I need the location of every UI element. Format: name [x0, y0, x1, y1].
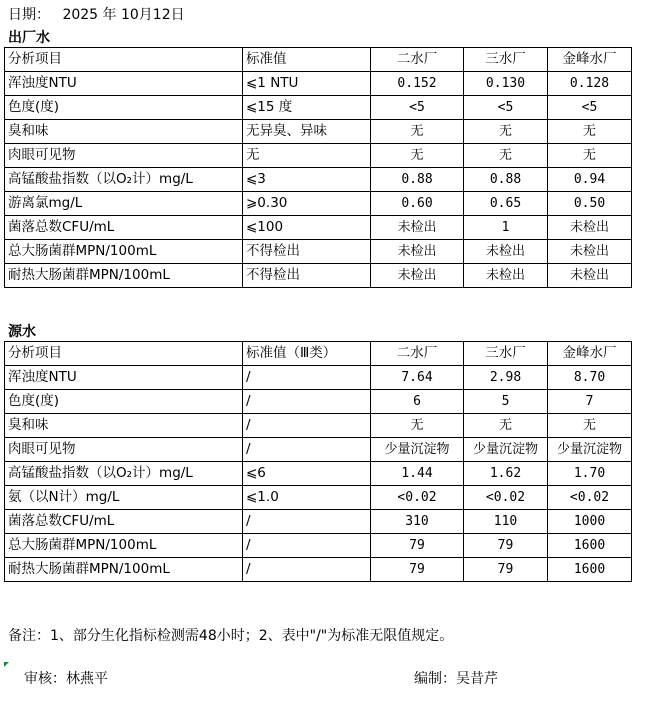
value-cell: 0.65	[464, 192, 548, 216]
value-cell: 79	[464, 534, 548, 558]
value-cell: 未检出	[548, 264, 632, 288]
value-cell: 7.64	[371, 366, 464, 390]
standard-cell: ⩽1 NTU	[243, 72, 371, 96]
value-cell: 少量沉淀物	[464, 438, 548, 462]
item-name-cell: 肉眼可见物	[5, 144, 243, 168]
table-row	[5, 534, 632, 558]
table-row	[5, 510, 632, 534]
table-row	[5, 96, 632, 120]
value-cell: 0.88	[371, 168, 464, 192]
item-name-cell: 高锰酸盐指数（以O₂计）mg/L	[5, 462, 243, 486]
table-row	[5, 438, 632, 462]
value-cell: 1600	[548, 534, 632, 558]
value-cell: 1.62	[464, 462, 548, 486]
value-cell: 2.98	[464, 366, 548, 390]
value-cell: 未检出	[464, 240, 548, 264]
value-cell: 无	[464, 414, 548, 438]
standard-cell: /	[243, 390, 371, 414]
value-cell: <0.02	[371, 486, 464, 510]
value-cell: 未检出	[548, 216, 632, 240]
source-section-title: 源水	[8, 324, 36, 340]
value-cell: 0.128	[548, 72, 632, 96]
value-cell: 未检出	[371, 264, 464, 288]
outlet-water-table	[4, 47, 632, 288]
table-row	[5, 264, 632, 288]
standard-cell: /	[243, 534, 371, 558]
column-header: 标准值（Ⅲ类）	[243, 342, 371, 366]
value-cell: 1600	[548, 558, 632, 582]
value-cell: 8.70	[548, 366, 632, 390]
date-value: 2025 年 10月12日	[62, 7, 185, 23]
value-cell: 1	[464, 216, 548, 240]
table-row	[5, 486, 632, 510]
value-cell: 7	[548, 390, 632, 414]
item-name-cell: 耐热大肠菌群MPN/100mL	[5, 264, 243, 288]
item-name-cell: 总大肠菌群MPN/100mL	[5, 240, 243, 264]
value-cell: <0.02	[464, 486, 548, 510]
value-cell: 未检出	[371, 240, 464, 264]
item-name-cell: 总大肠菌群MPN/100mL	[5, 534, 243, 558]
standard-cell: 不得检出	[243, 264, 371, 288]
standard-cell: ⩽1.0	[243, 486, 371, 510]
item-name-cell: 肉眼可见物	[5, 438, 243, 462]
item-name-cell: 色度(度)	[5, 390, 243, 414]
cell-comment-marker	[4, 662, 9, 667]
item-name-cell: 臭和味	[5, 414, 243, 438]
standard-cell: /	[243, 414, 371, 438]
table-row	[5, 216, 632, 240]
value-cell: 无	[548, 120, 632, 144]
value-cell: 0.60	[371, 192, 464, 216]
table-row	[5, 390, 632, 414]
value-cell: 无	[548, 414, 632, 438]
standard-cell: ⩽6	[243, 462, 371, 486]
value-cell: 无	[464, 144, 548, 168]
value-cell: 79	[371, 534, 464, 558]
item-name-cell: 菌落总数CFU/mL	[5, 510, 243, 534]
value-cell: 无	[371, 144, 464, 168]
item-name-cell: 耐热大肠菌群MPN/100mL	[5, 558, 243, 582]
table-header-row	[5, 48, 632, 72]
outlet-section-title: 出厂水	[8, 30, 50, 46]
footnote: 备注：1、部分生化指标检测需48小时；2、表中"/"为标准无限值规定。	[8, 628, 454, 644]
table-row	[5, 144, 632, 168]
value-cell: <5	[371, 96, 464, 120]
standard-cell: /	[243, 366, 371, 390]
table-row	[5, 120, 632, 144]
standard-cell: ⩾0.30	[243, 192, 371, 216]
value-cell: 无	[371, 414, 464, 438]
standard-cell: ⩽15 度	[243, 96, 371, 120]
item-name-cell: 菌落总数CFU/mL	[5, 216, 243, 240]
item-name-cell: 臭和味	[5, 120, 243, 144]
table-row	[5, 168, 632, 192]
standard-cell: 不得检出	[243, 240, 371, 264]
value-cell: 0.152	[371, 72, 464, 96]
item-name-cell: 游离氯mg/L	[5, 192, 243, 216]
standard-cell: ⩽3	[243, 168, 371, 192]
table-row	[5, 72, 632, 96]
value-cell: 0.94	[548, 168, 632, 192]
value-cell: 79	[464, 558, 548, 582]
table-row	[5, 366, 632, 390]
value-cell: <5	[464, 96, 548, 120]
value-cell: 未检出	[464, 264, 548, 288]
value-cell: 1.70	[548, 462, 632, 486]
standard-cell: /	[243, 510, 371, 534]
table-row	[5, 558, 632, 582]
value-cell: 5	[464, 390, 548, 414]
item-name-cell: 高锰酸盐指数（以O₂计）mg/L	[5, 168, 243, 192]
table-row	[5, 414, 632, 438]
value-cell: 6	[371, 390, 464, 414]
column-header: 标准值	[243, 48, 371, 72]
column-header: 二水厂	[371, 342, 464, 366]
standard-cell: /	[243, 438, 371, 462]
column-header: 金峰水厂	[548, 342, 632, 366]
value-cell: 无	[548, 144, 632, 168]
column-header: 金峰水厂	[548, 48, 632, 72]
column-header: 分析项目	[5, 342, 243, 366]
column-header: 三水厂	[464, 342, 548, 366]
value-cell: 110	[464, 510, 548, 534]
value-cell: 79	[371, 558, 464, 582]
report-date	[8, 4, 185, 24]
item-name-cell: 色度(度)	[5, 96, 243, 120]
standard-cell: 无	[243, 144, 371, 168]
column-header: 分析项目	[5, 48, 243, 72]
standard-cell: ⩽100	[243, 216, 371, 240]
value-cell: <0.02	[548, 486, 632, 510]
value-cell: 1000	[548, 510, 632, 534]
editor-signature: 编制：吴昔芹	[414, 671, 498, 687]
value-cell: 310	[371, 510, 464, 534]
value-cell: 少量沉淀物	[548, 438, 632, 462]
table-row	[5, 462, 632, 486]
standard-cell: 无异臭、异味	[243, 120, 371, 144]
value-cell: 0.130	[464, 72, 548, 96]
standard-cell: /	[243, 558, 371, 582]
date-label: 日期：	[8, 7, 50, 23]
table-row	[5, 240, 632, 264]
value-cell: 1.44	[371, 462, 464, 486]
source-water-table	[4, 341, 632, 582]
value-cell: 0.88	[464, 168, 548, 192]
value-cell: 未检出	[548, 240, 632, 264]
value-cell: 未检出	[371, 216, 464, 240]
column-header: 三水厂	[464, 48, 548, 72]
value-cell: <5	[548, 96, 632, 120]
item-name-cell: 浑浊度NTU	[5, 366, 243, 390]
value-cell: 无	[371, 120, 464, 144]
value-cell: 无	[464, 120, 548, 144]
item-name-cell: 浑浊度NTU	[5, 72, 243, 96]
item-name-cell: 氨（以N计）mg/L	[5, 486, 243, 510]
value-cell: 少量沉淀物	[371, 438, 464, 462]
column-header: 二水厂	[371, 48, 464, 72]
table-row	[5, 192, 632, 216]
reviewer-signature: 审核：林燕平	[24, 671, 108, 687]
table-header-row	[5, 342, 632, 366]
value-cell: 0.50	[548, 192, 632, 216]
